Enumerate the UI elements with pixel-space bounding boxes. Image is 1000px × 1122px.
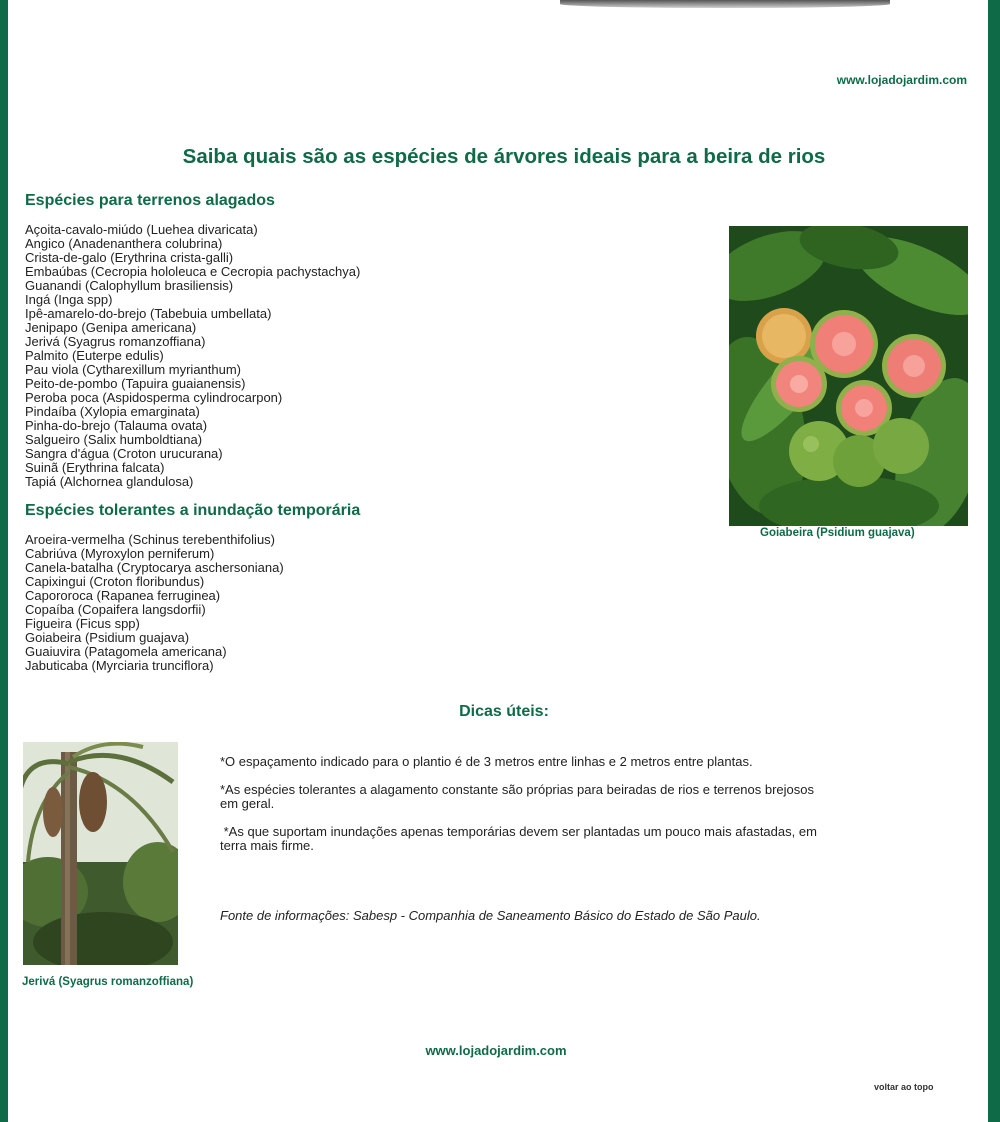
species-item: Copaíba (Copaifera langsdorfii) bbox=[25, 602, 206, 617]
page-title: Saiba quais são as espécies de árvores ideais para a beira de rios bbox=[182, 145, 826, 168]
species-item: Pau viola (Cytharexillum myrianthum) bbox=[25, 362, 242, 377]
species-item: Embaúbas (Cecropia hololeuca e Cecropia pachystachya) bbox=[25, 264, 361, 279]
species-item: Suinã (Erythrina falcata) bbox=[25, 460, 165, 475]
species-item: Cabriúva (Myroxylon perniferum) bbox=[25, 546, 215, 561]
site-link-bottom[interactable]: www.lojadojardim.com bbox=[425, 1043, 567, 1058]
species-item: Salgueiro (Salix humboldtiana) bbox=[25, 432, 203, 447]
species-item: Capororoca (Rapanea ferruginea) bbox=[25, 588, 221, 603]
tip-constant-flooding: *As espécies tolerantes a alagamento constante são próprias para beiradas de rios e terrenos brejosos em geral. bbox=[220, 782, 815, 811]
species-item: Canela-batalha (Cryptocarya aschersoniana) bbox=[25, 560, 284, 575]
tip-temporary-flooding: *As que suportam inundações apenas temporárias devem ser plantadas um pouco mais afastadas, em terra mais firme. bbox=[220, 824, 821, 853]
species-item: Angico (Anadenanthera colubrina) bbox=[25, 236, 223, 251]
palm-photo bbox=[23, 742, 178, 965]
species-item: Peroba poca (Aspidosperma cylindrocarpon) bbox=[25, 390, 283, 405]
species-item: Figueira (Ficus spp) bbox=[25, 616, 140, 631]
species-item: Açoita-cavalo-miúdo (Luehea divaricata) bbox=[25, 222, 258, 237]
species-item: Ipê-amarelo-do-brejo (Tabebuia umbellata) bbox=[25, 306, 272, 321]
guava-photo bbox=[729, 226, 968, 526]
guava-caption: Goiabeira (Psidium guajava) bbox=[760, 527, 915, 539]
source-note: Fonte de informações: Sabesp - Companhia de Saneamento Básico do Estado de São Paulo. bbox=[220, 908, 761, 923]
tips-heading: Dicas úteis: bbox=[459, 703, 549, 720]
temporary-species-heading: Espécies tolerantes a inundação temporária bbox=[25, 502, 361, 519]
species-item: Ingá (Inga spp) bbox=[25, 292, 113, 307]
species-item: Guaiuvira (Patagomela americana) bbox=[25, 644, 227, 659]
tip-spacing: *O espaçamento indicado para o plantio é de 3 metros entre linhas e 2 metros entre plantas. bbox=[220, 754, 753, 769]
species-item: Guanandi (Calophyllum brasiliensis) bbox=[25, 278, 234, 293]
species-item: Jerivá (Syagrus romanzoffiana) bbox=[25, 334, 206, 349]
flooded-species-heading: Espécies para terrenos alagados bbox=[25, 192, 275, 209]
flooded-species-list bbox=[25, 223, 360, 489]
site-link-top[interactable]: www.lojadojardim.com bbox=[836, 73, 967, 87]
species-item: Peito-de-pombo (Tapuira guaianensis) bbox=[25, 376, 246, 391]
temporary-species-list bbox=[25, 533, 284, 673]
species-item: Jenipapo (Genipa americana) bbox=[25, 320, 197, 335]
back-to-top-link[interactable]: voltar ao topo bbox=[874, 1082, 934, 1092]
species-item: Capixingui (Croton floribundus) bbox=[25, 574, 205, 589]
species-item: Goiabeira (Psidium guajava) bbox=[25, 630, 190, 645]
top-decorative-shadow bbox=[560, 0, 890, 8]
species-item: Sangra d'água (Croton urucurana) bbox=[25, 446, 223, 461]
species-item: Pindaíba (Xylopia emarginata) bbox=[25, 404, 200, 419]
species-item: Palmito (Euterpe edulis) bbox=[25, 348, 164, 363]
species-item: Jabuticaba (Myrciaria trunciflora) bbox=[25, 658, 214, 673]
species-item: Crista-de-galo (Erythrina crista-galli) bbox=[25, 250, 234, 265]
palm-caption: Jerivá (Syagrus romanzoffiana) bbox=[22, 976, 194, 988]
species-item: Aroeira-vermelha (Schinus terebenthifolius) bbox=[25, 532, 276, 547]
species-item: Tapiá (Alchornea glandulosa) bbox=[25, 474, 194, 489]
species-item: Pinha-do-brejo (Talauma ovata) bbox=[25, 418, 208, 433]
